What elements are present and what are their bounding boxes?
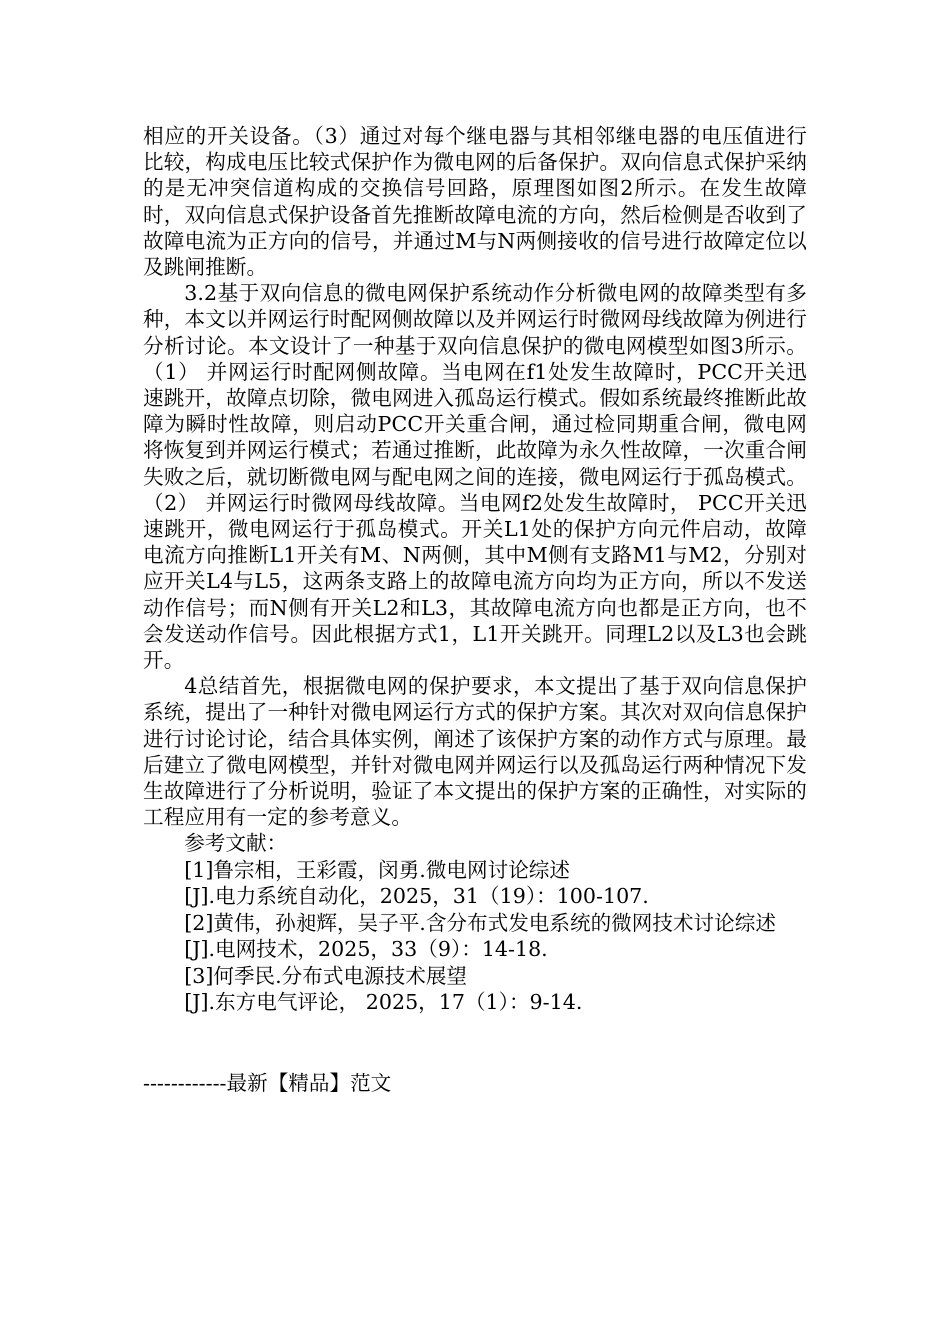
reference-line: [2]黄伟，孙昶辉，吴子平.含分布式发电系统的微网技术讨论综述 bbox=[184, 910, 776, 935]
reference-line: [J].东方电气评论， 2025，17（1）：9-14. bbox=[184, 989, 583, 1014]
paragraph-section-3-2: 3.2基于双向信息的微电网保护系统动作分析微电网的故障类型有多种，本文以并网运行时配网侧故障以及并网运行时微网母线故障为例进行分析讨论。本文设计了一种基于双向信息保护的微电网模型如图3所示。（1） 并网运行时配网侧故障。当电网在f1处发生故障时，PCC开关迅速跳开，故障点切除，微电网进入孤岛运行模式。假如系统最终推断此故障为瞬时性故障，则启动PCC开关重合闸，通过检同期重合闸，微电网将恢复到并网运行模式；若通过推断，此故障为永久性故障，一次重合闸失败之后，就切断微电网与配电网之间的连接，微电网运行于孤岛模式。（2） 并网运行时微网母线故障。当电网f2处发生故障时， PCC开关迅速跳开，微电网运行于孤岛模式。开关L1处的保护方向元件启动，故障电流方向推断L1开关有M、N两侧，其中M侧有支路M1与M2，分别对应开关L4与L5，这两条支路上的故障电流方向均为正方向，所以不发送动作信号；而N侧有开关L2和L3，其故障电流方向也都是正方向，也不会发送动作信号。因此根据方式1，L1开关跳开。同理L2以及L3也会跳开。 bbox=[143, 281, 807, 673]
references-section bbox=[143, 830, 807, 1015]
page-footer: ------------最新【精品】范文 bbox=[143, 1071, 392, 1095]
references-heading: 参考文献： bbox=[184, 831, 288, 856]
reference-line: [3]何季民.分布式电源技术展望 bbox=[184, 963, 468, 988]
paragraph-intro: 相应的开关设备。（3）通过对每个继电器与其相邻继电器的电压值进行比较，构成电压比较式保护作为微电网的后备保护。双向信息式保护采纳的是无冲突信道构成的交换信号回路，原理图如图2所示。在发生故障时，双向信息式保护设备首先推断故障电流的方向，然后检侧是否收到了故障电流为正方向的信号，并通过M与N两侧接收的信号进行故障定位以及跳闸推断。 bbox=[143, 124, 807, 280]
paragraph-section-4-summary: 4总结首先，根据微电网的保护要求，本文提出了基于双向信息保护系统，提出了一种针对微电网运行方式的保护方案。其次对双向信息保护进行讨论讨论，结合具体实例，阐述了该保护方案的动作方式与原理。最后建立了微电网模型，并针对微电网并网运行以及孤岛运行两种情况下发生故障进行了分析说明，验证了本文提出的保护方案的正确性，对实际的工程应用有一定的参考意义。 bbox=[143, 674, 807, 830]
reference-line: [1]鲁宗相，王彩霞，闵勇.微电网讨论综述 bbox=[184, 857, 570, 882]
reference-line: [J].电力系统自动化，2025，31（19）：100-107. bbox=[184, 884, 649, 909]
document-body bbox=[143, 123, 807, 1015]
reference-line: [J].电网技术，2025，33（9）：14-18. bbox=[184, 937, 548, 962]
